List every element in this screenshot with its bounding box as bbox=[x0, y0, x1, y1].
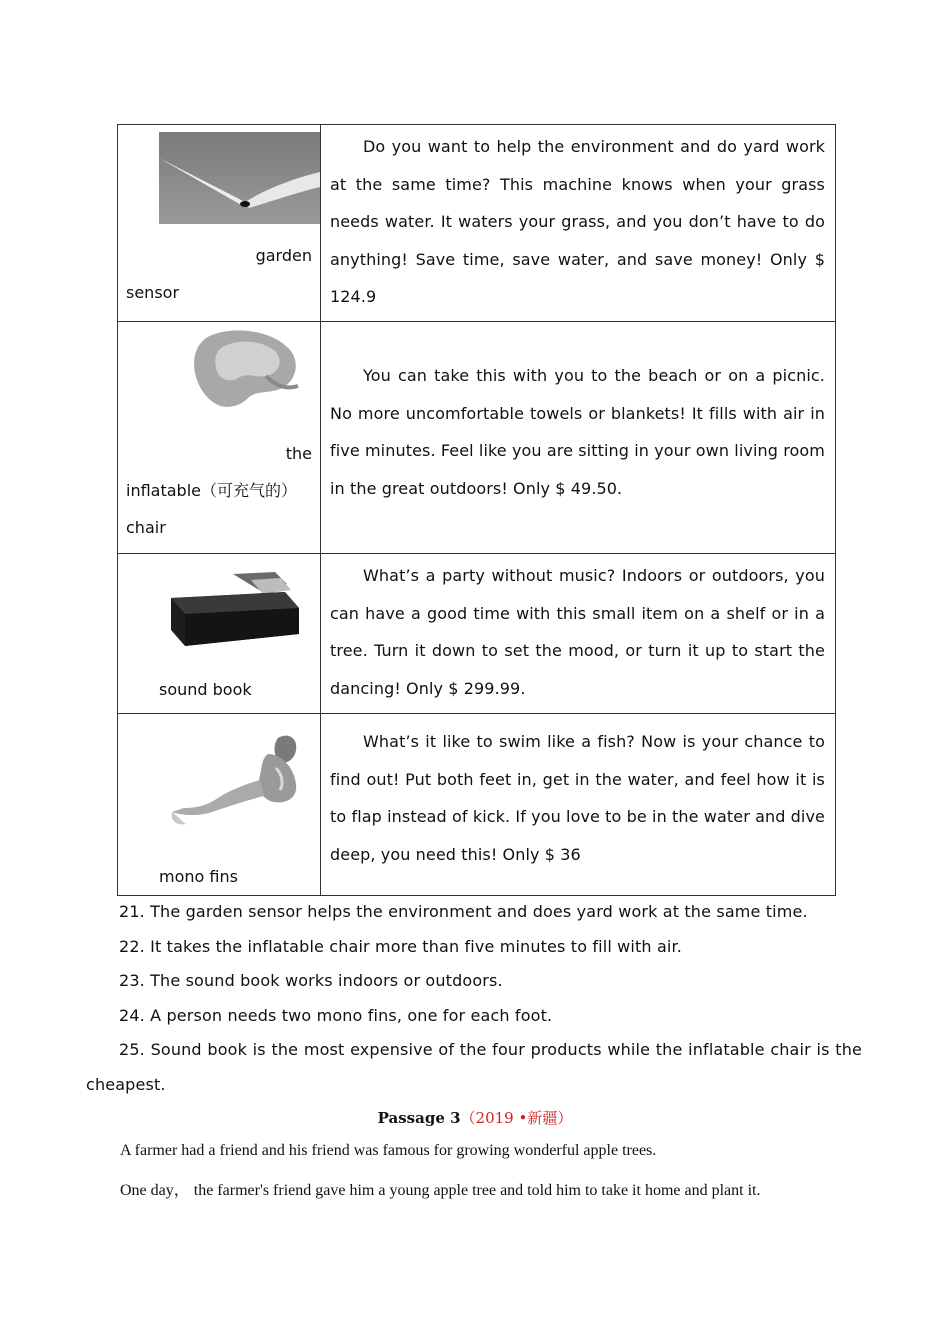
product-row-garden-sensor bbox=[118, 125, 836, 322]
product-image-cell bbox=[118, 714, 321, 896]
passage-paragraph: A farmer had a friend and his friend was famous for growing wonderful apple trees. bbox=[120, 1142, 657, 1159]
question-item: 24. A person needs two mono fins, one for each foot. bbox=[119, 1005, 553, 1025]
inflatable-chair-image bbox=[186, 328, 306, 412]
product-description: Do you want to help the environment and do yard work at the same time? This machine knows when your grass needs water. It waters your grass, and you don’t have to do anything! Save time, save water, and save money! Only $ 124.9 bbox=[330, 137, 825, 306]
passage-title-text: Passage 3 bbox=[377, 1109, 461, 1127]
product-description-cell bbox=[321, 714, 836, 896]
product-caption: inflatable（可充气的） bbox=[126, 481, 297, 500]
passage-source: （2019 •新疆） bbox=[460, 1109, 573, 1127]
product-row-inflatable-chair bbox=[118, 322, 836, 554]
product-image-cell bbox=[118, 322, 321, 554]
product-description-cell bbox=[321, 322, 836, 554]
product-caption: mono fins bbox=[159, 867, 238, 886]
product-image-cell bbox=[118, 554, 321, 714]
question-item: 25. Sound book is the most expensive of the four products while the inflatable chair is the cheapest. bbox=[86, 1040, 862, 1094]
passage-title bbox=[0, 1107, 950, 1128]
product-image-cell bbox=[118, 125, 321, 322]
garden-sensor-image bbox=[159, 132, 320, 224]
product-description-cell bbox=[321, 554, 836, 714]
product-row-sound-book bbox=[118, 554, 836, 714]
mono-fins-image bbox=[170, 724, 310, 828]
passage-paragraph: One day， the farmer's friend gave him a young apple tree and told him to take it home and plant it. bbox=[120, 1182, 761, 1199]
product-description: You can take this with you to the beach or on a picnic. No more uncomfortable towels or blankets! It fills with air in five minutes. Feel like you are sitting in your own living room in the great outdoors! Only $ 49.50. bbox=[330, 366, 825, 498]
product-caption: sensor bbox=[126, 283, 180, 302]
product-description: What’s it like to swim like a fish? Now is your chance to find out! Put both feet in, get in the water, and feel how it is to flap instead of kick. If you love to be in the water and dive deep, you need this! Only $ 36 bbox=[330, 732, 825, 864]
product-description: What’s a party without music? Indoors or outdoors, you can have a good time with this small item on a shelf or in a tree. Turn it down to set the mood, or turn it up to start the dancing! Only $ 299.99. bbox=[330, 566, 825, 698]
product-table bbox=[117, 124, 836, 896]
product-row-mono-fins bbox=[118, 714, 836, 896]
product-description-cell bbox=[321, 125, 836, 322]
product-caption: garden bbox=[255, 246, 312, 265]
question-item: 22. It takes the inflatable chair more than five minutes to fill with air. bbox=[119, 936, 683, 956]
question-item: 23. The sound book works indoors or outdoors. bbox=[119, 971, 503, 991]
sound-book-image bbox=[163, 568, 303, 652]
question-list bbox=[86, 895, 862, 1103]
product-caption: sound book bbox=[159, 680, 252, 699]
product-caption: chair bbox=[126, 518, 166, 537]
product-caption: the bbox=[285, 444, 312, 463]
question-item: 21. The garden sensor helps the environment and does yard work at the same time. bbox=[119, 902, 808, 921]
